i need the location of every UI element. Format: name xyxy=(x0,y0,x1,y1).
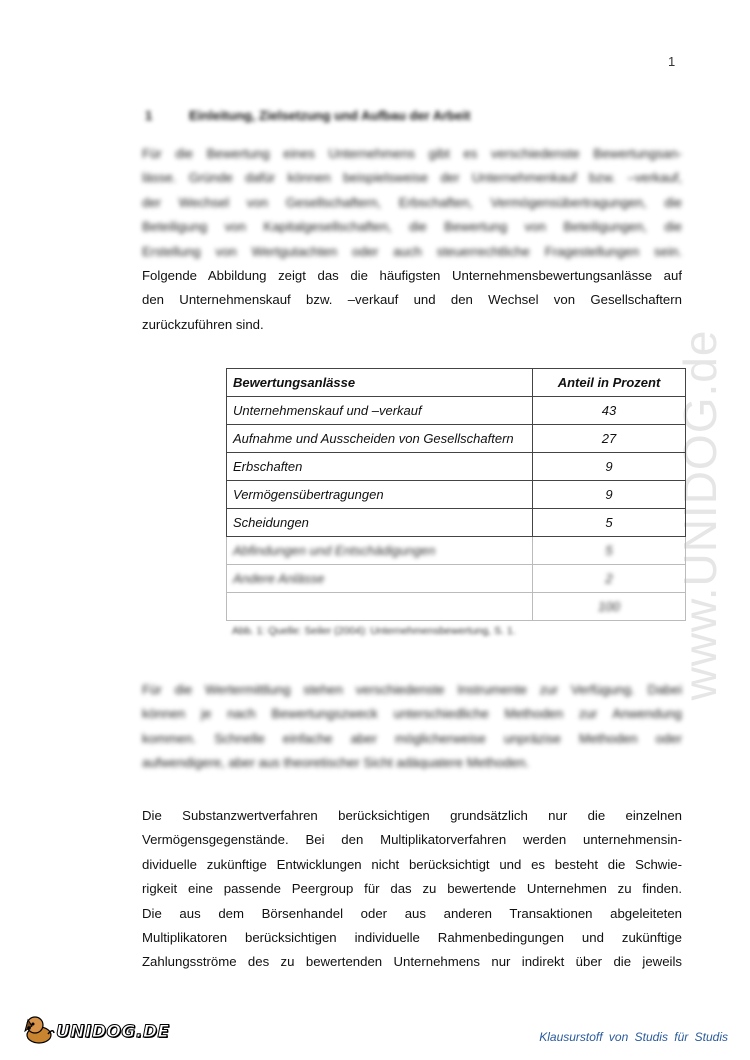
table-cell: Andere Anlässe xyxy=(227,565,533,593)
table-cell: Unternehmenskauf und –verkauf xyxy=(227,397,533,425)
table-header-row xyxy=(227,369,686,397)
text-line: Folgende Abbildung zeigt das die häufigsten Unternehmensbewertungsanlässe auf xyxy=(142,267,682,283)
text-line: Vermögensgegenstände. Bei den Multiplikatorverfahren werden unternehmensin- xyxy=(142,832,682,848)
valuation-occasions-table xyxy=(226,368,686,621)
table-total-cell: 100 xyxy=(533,593,686,621)
text-line: Die aus dem Börsenhandel oder aus anderen Transaktionen abgeleiteten xyxy=(142,905,682,921)
table-row xyxy=(227,453,686,481)
text-line: rigkeit eine passende Peergroup für das zu bewertende Unternehmen zu finden. xyxy=(142,881,682,897)
section-title: Einleitung, Zielsetzung und Aufbau der Arbeit xyxy=(189,108,471,123)
text-line: den Unternehmenskauf bzw. –verkauf und den Wechsel von Gesellschaftern xyxy=(142,292,682,308)
table-row xyxy=(227,425,686,453)
text-line: Multiplikatoren berücksichtigen individuelle Rahmenbedingungen und zukünftige xyxy=(142,929,682,945)
text-line: Beteiligung von Kapitalgesellschaften, die Bewertung von Beteiligungen, die xyxy=(142,219,682,235)
unidog-logo[interactable] xyxy=(22,1014,170,1049)
logo-text: UNIDOG.DE xyxy=(56,1021,170,1042)
table-cell: 2 xyxy=(533,565,686,593)
table-cell: Abfindungen und Entschädigungen xyxy=(227,537,533,565)
table-cell: Scheidungen xyxy=(227,509,533,537)
footer-tagline: Klausurstoff von Studis für Studis xyxy=(539,1030,728,1044)
table-row xyxy=(227,397,686,425)
methods-paragraph xyxy=(142,678,682,776)
table-header-cell: Bewertungsanlässe xyxy=(227,369,533,397)
table-cell: Erbschaften xyxy=(227,453,533,481)
table-cell: 5 xyxy=(533,509,686,537)
watermark-text: www.UNIDOG.de xyxy=(674,329,726,701)
table-cell: 9 xyxy=(533,453,686,481)
section-number: 1 xyxy=(145,108,153,123)
table-cell: 27 xyxy=(533,425,686,453)
text-line: Für die Wertermittlung stehen verschiedenste Instrumente zur Verfügung. Dabei xyxy=(142,682,682,697)
table-cell: 5 xyxy=(533,537,686,565)
table-total-row xyxy=(227,593,686,621)
table-row xyxy=(227,509,686,537)
substance-value-paragraph xyxy=(142,804,682,975)
page-number: 1 xyxy=(668,54,676,69)
dog-icon xyxy=(22,1014,56,1049)
table-cell: 43 xyxy=(533,397,686,425)
text-line: Für die Bewertung eines Unternehmens gibt es verschiedenste Bewertungsan- xyxy=(142,146,682,161)
intro-paragraph xyxy=(142,142,682,337)
table-cell: Aufnahme und Ausscheiden von Gesellschaftern xyxy=(227,425,533,453)
text-line: aufwendigere, aber aus theoretischer Sicht adäquatere Methoden. xyxy=(142,755,530,771)
text-line: Die Substanzwertverfahren berücksichtigen grundsätzlich nur die einzelnen xyxy=(142,808,682,823)
text-line: kommen. Schnelle einfache aber möglicherweise unpräzise Methoden oder xyxy=(142,730,682,746)
text-line: zurückzuführen sind. xyxy=(142,316,264,332)
section-heading xyxy=(145,108,685,123)
text-line: dividuelle zukünftige Entwicklungen nicht berücksichtigt und es besteht die Schwie- xyxy=(142,856,682,872)
table-row xyxy=(227,565,686,593)
table-caption: Abb. 1: Quelle: Seiler (2004): Unternehmensbewertung, S. 1. xyxy=(232,625,516,637)
text-line: Erstellung von Wertgutachten oder auch steuerrechtliche Fragestellungen sein. xyxy=(142,243,682,259)
table-header-cell: Anteil in Prozent xyxy=(533,369,686,397)
table-row xyxy=(227,537,686,565)
text-line: können je nach Bewertungszweck unterschiedliche Methoden zur Anwendung xyxy=(142,706,682,722)
table-cell: 9 xyxy=(533,481,686,509)
text-line: Zahlungsströme des zu bewertenden Unternehmens nur indirekt über die jeweils xyxy=(142,954,682,970)
table-cell xyxy=(227,593,533,621)
table-row xyxy=(227,481,686,509)
text-line: lässe. Gründe dafür können beispielsweise der Unternehmenkauf bzw. –verkauf, xyxy=(142,170,682,186)
table-cell: Vermögensübertragungen xyxy=(227,481,533,509)
text-line: der Wechsel von Gesellschaftern, Erbschaften, Vermögensübertragungen, die xyxy=(142,194,682,210)
